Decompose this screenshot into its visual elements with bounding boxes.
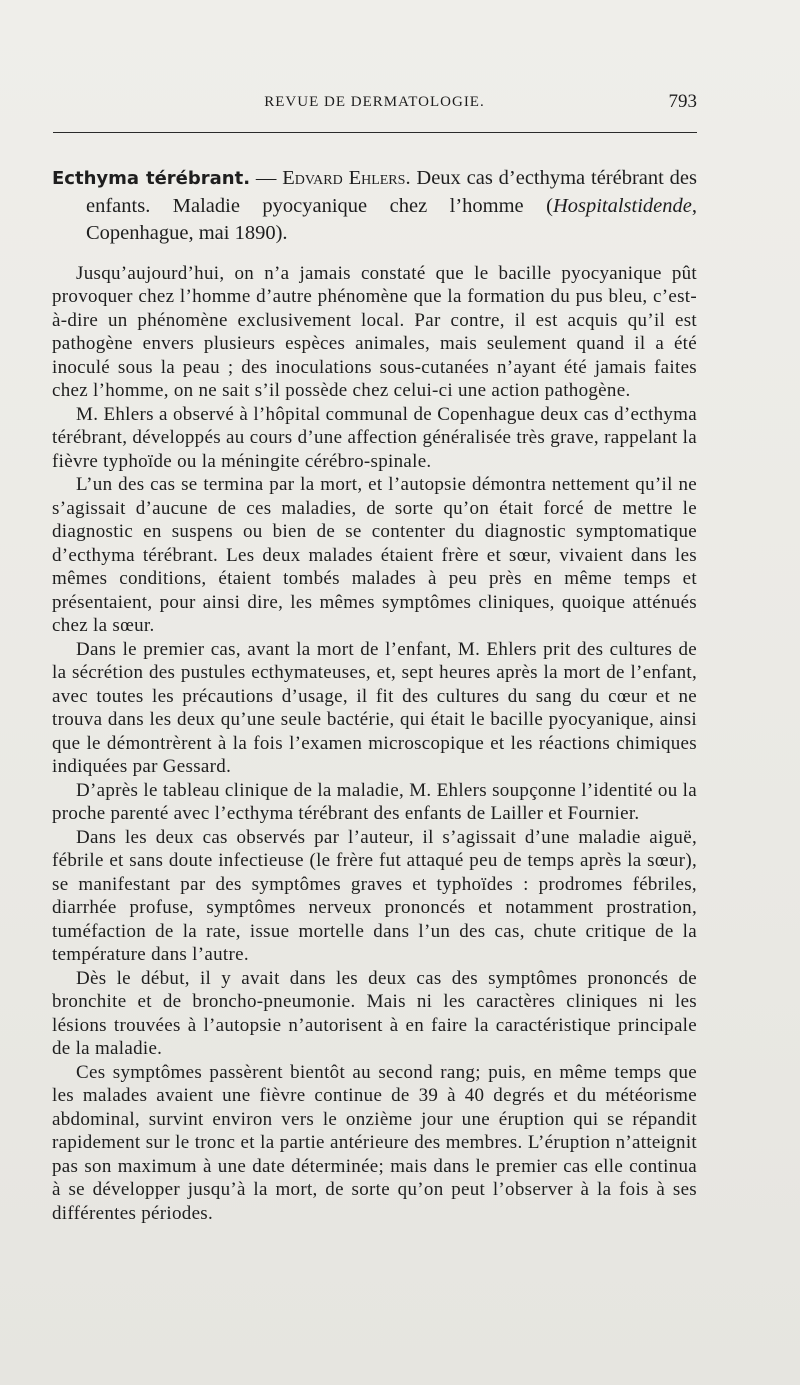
paragraph-7: Dès le début, il y avait dans les deux cas des symptômes prononcés de bronchite et de broncho-pneumonie. Mais ni les caractères cliniques ni les lésions trouvées à l’autopsie n’autorisent à en faire la caractéristique principale de la maladie. — [52, 967, 697, 1059]
article-title: . Deux cas d’ecthyma térébrant des enfants. Maladie pyocyanique chez l’homme ( — [86, 167, 697, 217]
paragraph-8: Ces symptômes passèrent bientôt au second rang; puis, en même temps que les malades avaient une fièvre continue de 39 à 40 degrés et du météorisme abdominal, survint environ vers le onzième jour une éruption qui se répandit rapidement sur le tronc et la partie antérieure des membres. L’éruption n’atteignit pas son maximum à une date déterminée; mais dans le premier cas elle continua à se développer jusqu’à la mort, de sorte qu’on peut l’observer à la fois à ses différentes périodes. — [52, 1061, 697, 1224]
paragraph-4: Dans le premier cas, avant la mort de l’enfant, M. Ehlers prit des cultures de la sécrétion des pustules ecthymateuses, et, sept heures après la mort de l’enfant, avec toutes les précautions d’usage, il fit des cultures du sang du cœur et ne trouva dans les deux qu’une seule bactérie, qui était le bacille pyocyanique, ainsi que le démontrèrent à la fois l’examen microscopique et les réactions chimiques indiquées par Gessard. — [52, 638, 697, 777]
source-journal: Hospitalstidende — [552, 194, 692, 217]
heading-separator: — — [250, 167, 283, 189]
source-place-date: , Copenhague, mai 1890). — [86, 194, 697, 244]
journal-title: REVUE DE DERMATOLOGIE. — [264, 94, 485, 110]
paragraph-5: D’après le tableau clinique de la maladie, M. Ehlers soupçonne l’identité ou la proche parenté avec l’ecthyma térébrant des enfants de Lailler et Fournier. — [52, 779, 697, 824]
paragraph-3: L’un des cas se termina par la mort, et l’autopsie démontra nettement qu’il ne s’agissait d’aucune de ces maladies, de sorte qu’on était forcé de mettre le diagnostic en suspens ou bien de se contenter du diagnostic symptomatique d’ecthyma térébrant. Les deux malades étaient frère et sœur, vivaient dans les mêmes conditions, étaient tombés malades à peu près en même temps et présentaient, pour ainsi dire, les mêmes symptômes cliniques, quoique atténués chez la sœur. — [52, 474, 697, 636]
article-heading — [52, 165, 697, 248]
paragraph-6: Dans les deux cas observés par l’auteur, il s’agissait d’une maladie aiguë, fébrile et sans doute infectieuse (le frère fut attaqué peu de temps après la sœur), se manifestant par des symptômes graves et typhoïdes : prodromes fébriles, diarrhée profuse, symptômes nerveux prononcés et notamment prostration, tuméfaction de la rate, issue mortelle dans l’un des cas, chute critique de la température dans l’autre. — [52, 826, 697, 965]
article — [52, 165, 697, 1225]
header-rule — [53, 132, 697, 133]
paragraph-1: Jusqu’aujourd’hui, on n’a jamais constaté que le bacille pyocyanique pût provoquer chez l’homme d’autre phénomène que la formation du pus bleu, c’est-à-dire un phénomène exclusivement local. Par contre, il est acquis qu’il est pathogène envers plusieurs espèces animales, mais seulement quand il a été inoculé sous la peau ; des inoculations sous-cutanées n’ayant été jamais faites chez l’homme, on ne sait s’il possède chez celui-ci une action pathogène. — [52, 262, 697, 401]
paragraph-2: M. Ehlers a observé à l’hôpital communal de Copenhague deux cas d’ecthyma térébrant, développés au cours d’une affection généralisée très grave, rappelant la fièvre typhoïde ou la méningite cérébro-spinale. — [52, 403, 697, 472]
article-subject: Ecthyma térébrant. — [52, 168, 251, 189]
running-head — [52, 90, 697, 114]
page-number: 793 — [668, 91, 697, 112]
article-author: Edvard Ehlers — [282, 167, 406, 189]
